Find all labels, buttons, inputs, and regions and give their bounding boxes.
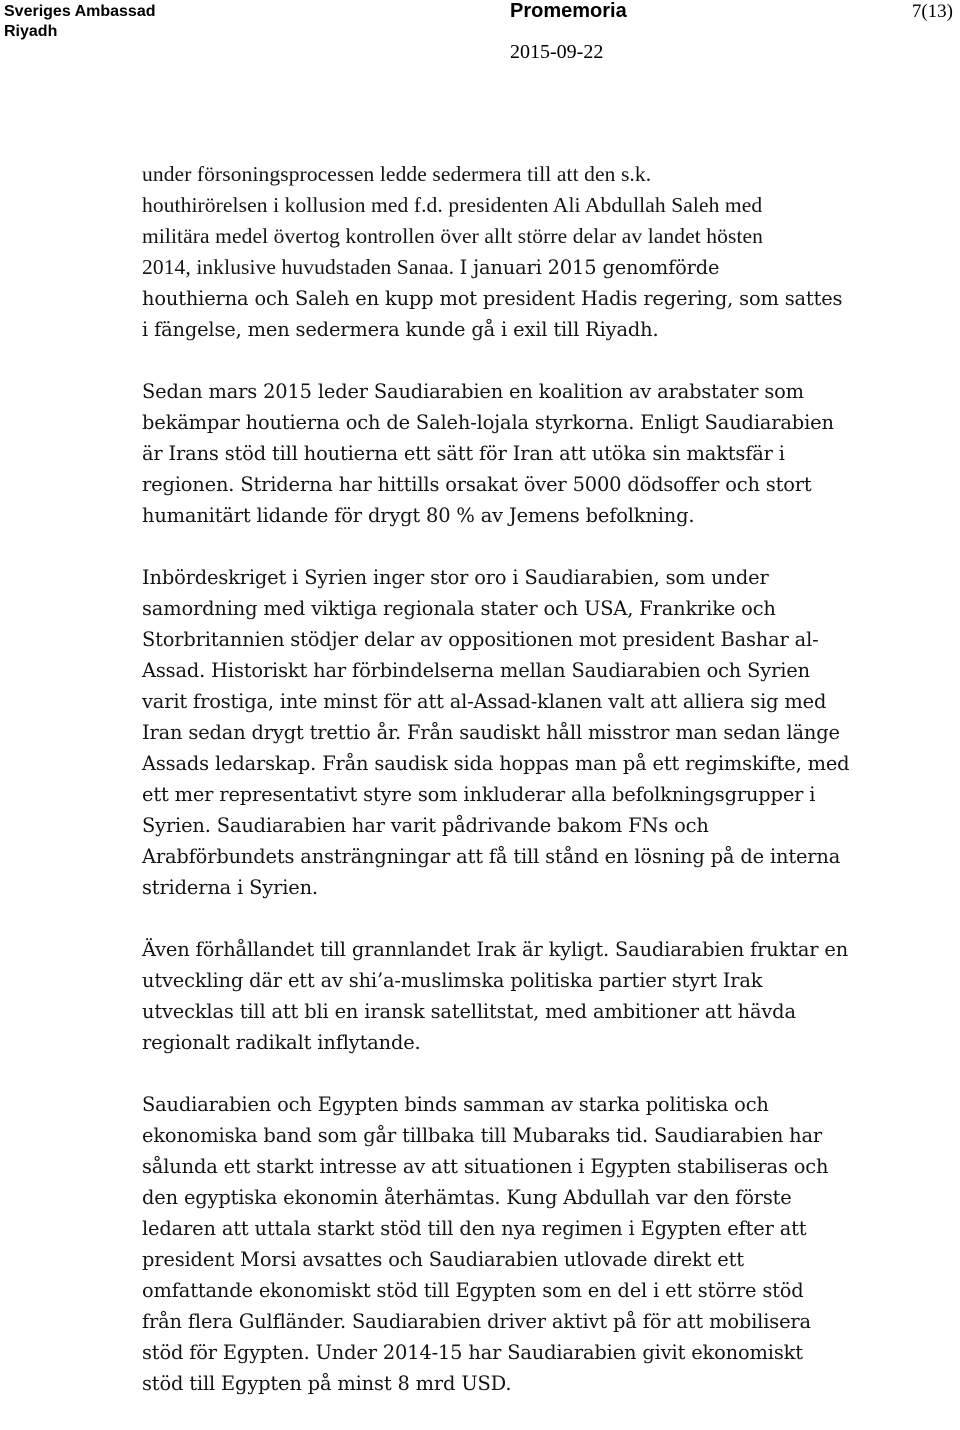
- text-line: militära medel övertog kontrollen över allt större delar av landet hösten: [142, 224, 764, 248]
- text-line: utvecklas till att bli en iransk satellitstat, med ambitioner att hävda: [142, 1000, 796, 1023]
- text-line: Sedan mars 2015 leder Saudiarabien en koalition av arabstater som: [142, 380, 804, 403]
- text-line: houthirörelsen i kollusion med f.d. presidenten Ali Abdullah Saleh med: [142, 193, 763, 217]
- text-line: Även förhållandet till grannlandet Irak är kyligt. Saudiarabien fruktar en: [142, 938, 849, 961]
- text-line: under försoningsprocessen ledde sedermera till att den s.k.: [142, 162, 652, 186]
- text-line: bekämpar houtierna och de Saleh-lojala styrkorna. Enligt Saudiarabien: [142, 411, 834, 434]
- text-line: stöd för Egypten. Under 2014-15 har Saudiarabien givit ekonomiskt: [142, 1341, 803, 1364]
- text-line: Syrien. Saudiarabien har varit pådrivande bakom FNs och: [142, 814, 709, 837]
- text-line: striderna i Syrien.: [142, 876, 318, 899]
- text-line: varit frostiga, inte minst för att al-Assad-klanen valt att alliera sig med: [142, 690, 827, 713]
- text-line: den egyptiska ekonomin återhämtas. Kung Abdullah var den förste: [142, 1186, 792, 1209]
- text-line: utveckling där ett av shi’a-muslimska politiska partier styrt Irak: [142, 969, 763, 992]
- document-type: Promemoria: [510, 0, 627, 22]
- text-line: sålunda ett starkt intresse av att situationen i Egypten stabiliseras och: [142, 1155, 829, 1178]
- text-line: Inbördeskriget i Syrien inger stor oro i Saudiarabien, som under: [142, 566, 769, 589]
- paragraph: [142, 1089, 852, 1399]
- text-line: regionalt radikalt inflytande.: [142, 1031, 421, 1054]
- text-line: ett mer representativt styre som inkluderar alla befolkningsgrupper i: [142, 783, 816, 806]
- text-segment: 2014, inklusive huvudstaden Sanaa.: [142, 255, 455, 279]
- text-line: ledaren att uttala starkt stöd till den nya regimen i Egypten efter att: [142, 1217, 807, 1240]
- text-line: stöd till Egypten på minst 8 mrd USD.: [142, 1372, 512, 1395]
- paragraph: [142, 376, 852, 531]
- text-line: Storbritannien stödjer delar av oppositionen mot president Bashar al-: [142, 628, 819, 651]
- text-line: Arabförbundets ansträngningar att få till stånd en lösning på de interna: [142, 845, 841, 868]
- organization-city: Riyadh: [4, 23, 58, 40]
- text-line: omfattande ekonomiskt stöd till Egypten som en del i ett större stöd: [142, 1279, 804, 1302]
- text-line: ekonomiska band som går tillbaka till Mubaraks tid. Saudiarabien har: [142, 1124, 823, 1147]
- sender-organization: [4, 2, 155, 42]
- paragraph: [142, 934, 852, 1058]
- document-date: 2015-09-22: [510, 41, 604, 63]
- text-segment: I januari 2015 genomförde: [459, 256, 720, 279]
- text-line: från flera Gulfländer. Saudiarabien driver aktivt på för att mobilisera: [142, 1310, 811, 1333]
- text-line: houthierna och Saleh en kupp mot president Hadis regering, som sattes: [142, 287, 843, 310]
- text-line: Saudiarabien och Egypten binds samman av starka politiska och: [142, 1093, 769, 1116]
- document-body: [142, 159, 852, 1430]
- text-line: regionen. Striderna har hittills orsakat över 5000 dödsoffer och stort: [142, 473, 812, 496]
- page-header: [0, 0, 960, 70]
- paragraph: [142, 159, 852, 345]
- text-line: Assads ledarskap. Från saudisk sida hoppas man på ett regimskifte, med: [142, 752, 850, 775]
- text-line: samordning med viktiga regionala stater och USA, Frankrike och: [142, 597, 776, 620]
- organization-name: Sveriges Ambassad: [4, 3, 156, 20]
- page-number: 7(13): [911, 1, 953, 22]
- paragraph: [142, 562, 852, 903]
- text-line: Assad. Historiskt har förbindelserna mellan Saudiarabien och Syrien: [142, 659, 810, 682]
- text-line: Iran sedan drygt trettio år. Från saudiskt håll misstror man sedan länge: [142, 721, 840, 744]
- text-line: är Irans stöd till houtierna ett sätt för Iran att utöka sin maktsfär i: [142, 442, 785, 465]
- text-line: president Morsi avsattes och Saudiarabien utlovade direkt ett: [142, 1248, 744, 1271]
- text-line: humanitärt lidande för drygt 80 % av Jemens befolkning.: [142, 504, 695, 527]
- text-line: i fängelse, men sedermera kunde gå i exil till Riyadh.: [142, 318, 659, 341]
- text-line: [142, 252, 852, 283]
